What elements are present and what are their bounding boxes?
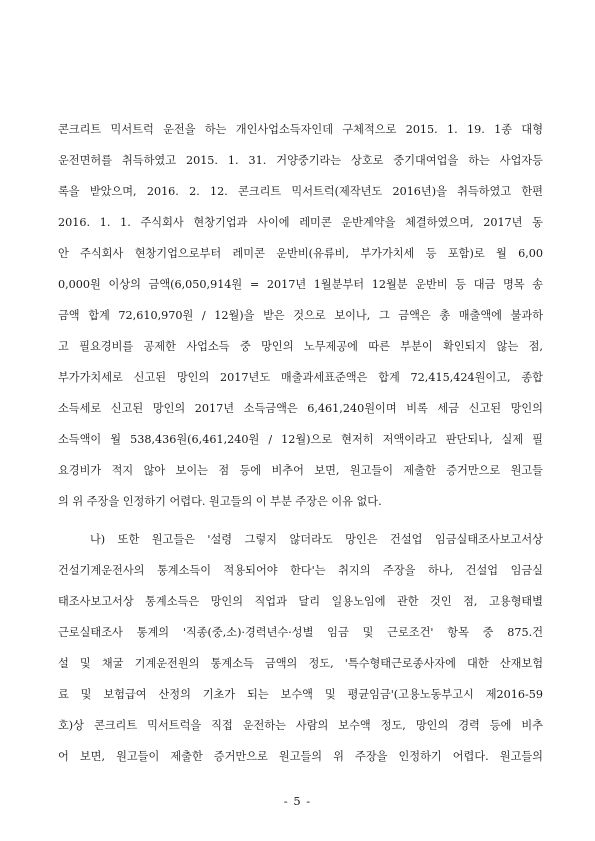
body-text-line: 설 및 채굴 기계운전원의 통계소득 금액의 정도, '특수형태근로종사자에 대한 산재보험 [58, 657, 543, 670]
body-text-line: 호)상 콘크리트 믹서트럭을 직접 운전하는 사람의 보수액 정도, 망인의 경력 등에 비추 [58, 719, 543, 732]
body-text-line: 근로실태조사 통계의 '직종(중,소)·경력년수·성별 임금 및 근로조건' 항목 중 875.건 [58, 626, 543, 639]
body-text-line: 어 보면, 원고들이 제출한 증거만으로 원고들의 위 주장을 인정하기 어렵다. 원고들의 [58, 750, 543, 763]
body-text-line: 콘크리트 믹서트럭 운전을 하는 개인사업소득자인데 구체적으로 2015. 1. 19. 1종 대형 [58, 123, 543, 136]
body-text-line: 료 및 보험급여 산정의 기초가 되는 보수액 및 평균임금'(고용노동부고시 제2016-59 [58, 688, 543, 701]
page-number: - 5 - [283, 794, 312, 808]
body-text-line: 0,000원 이상의 금액(6,050,914원 = 2017년 1월분부터 12월분 운반비 등 대금 명목 송 [58, 278, 543, 291]
body-text-line: 고 필요경비를 공제한 사업소득 중 망인의 노무제공에 따른 부분이 확인되지 않는 점, [58, 340, 543, 353]
body-text-line: 요경비가 적지 않아 보이는 점 등에 비추어 보면, 원고들이 제출한 증거만으로 원고들 [58, 464, 543, 477]
body-text-line: 록을 받았으며, 2016. 2. 12. 콘크리트 믹서트럭(제작년도 2016년)을 취득하였고 한편 [58, 185, 543, 198]
body-text-line: 의 위 주장을 인정하기 어렵다. 원고들의 이 부분 주장은 이유 없다. [58, 495, 382, 508]
body-text-line: 운전면허를 취득하였고 2015. 1. 31. 거양중기라는 상호로 중기대여업을 하는 사업자등 [58, 154, 543, 167]
body-text-line: 소득액이 월 538,436원(6,461,240원 / 12월)으로 현저히 저액이라고 판단되나, 실제 필 [58, 433, 543, 446]
body-text-line: 소득세로 신고된 망인의 2017년 소득금액은 6,461,240원이며 비록 세금 신고된 망인의 [58, 402, 543, 415]
body-text-line: 2016. 1. 1. 주식회사 현창기업과 사이에 레미콘 운반계약을 체결하였으며, 2017년 동 [58, 216, 543, 229]
body-text-line: 나) 또한 원고들은 '설령 그렇지 않더라도 망인은 건설업 임금실태조사보고서상 [90, 533, 543, 546]
body-text-line: 부가가치세로 신고된 망인의 2017년도 매출과세표준액은 합계 72,415,424원이고, 종합 [58, 371, 543, 384]
body-text-line: 태조사보고서상 통계소득은 망인의 직업과 달리 일용노임에 관한 것인 점, 고용형태별 [58, 595, 543, 608]
body-text-line: 금액 합계 72,610,970원 / 12월)을 받은 것으로 보이나, 그 금액은 총 매출액에 불과하 [58, 309, 543, 322]
body-text-line: 안 주식회사 현창기업으로부터 레미콘 운반비(유류비, 부가가치세 등 포함)로 월 6,00 [58, 247, 543, 260]
body-text-line: 건설기계운전사의 통계소득이 적용되어야 한다'는 취지의 주장을 하나, 건설업 임금실 [58, 564, 543, 577]
